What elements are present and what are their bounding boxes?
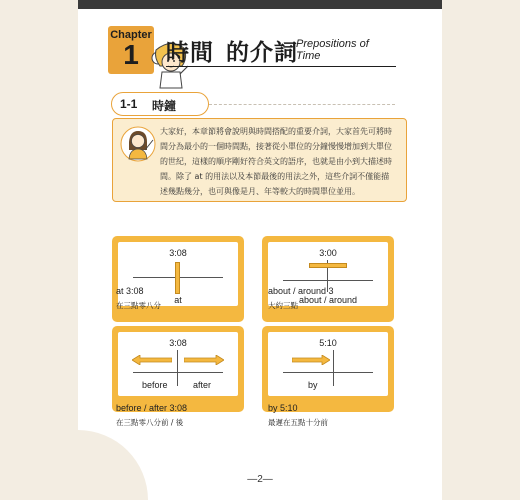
diagram-time: 5:10: [319, 338, 337, 348]
section-number: 1-1: [120, 97, 138, 111]
diagram-label-by: by: [308, 380, 318, 390]
diagram-label-after: after: [193, 380, 212, 390]
title-en-line1: Prepositions of: [296, 38, 369, 50]
diagram-label: about / around: [298, 295, 358, 305]
intro-line: 間分為最小的一個時間點，接著從小單位的分鐘慢慢增加到大單位: [160, 142, 392, 151]
timeline-axis: [283, 372, 373, 373]
caption-english: about / around 3: [268, 286, 334, 296]
diagram-time: 3:08: [169, 338, 187, 348]
title-underline: [166, 66, 396, 67]
intro-line: 述幾點幾分，也可與像是月、年等較大的時間單位並用。: [160, 187, 360, 196]
caption-chinese: 大約三點: [268, 301, 298, 310]
intro-line: 大家好，本章節將會說明與時間搭配的重要介詞，大家首先可將時: [160, 127, 392, 136]
card-by: [262, 326, 394, 412]
timeline-axis: [133, 372, 223, 373]
caption-english: by 5:10: [268, 403, 298, 413]
card-diagram: [118, 332, 238, 396]
card-caption-at: [116, 286, 248, 311]
diagram-time: 3:00: [319, 248, 337, 258]
section-header: [111, 92, 209, 116]
page-top-bar: [78, 0, 442, 9]
diagram-time: 3:08: [169, 248, 187, 258]
title-en-line2: Time: [296, 50, 321, 62]
card-before-after: [112, 326, 244, 412]
intro-text: [160, 124, 396, 199]
card-caption-before-after: [116, 403, 248, 428]
page-number: —2—: [247, 474, 273, 485]
chapter-title-part1: 時間: [166, 40, 214, 66]
caption-chinese: 在三點零八分: [116, 301, 161, 310]
intro-line: 間。除了 at 的用法以及本節最後的用法之外，這些介詞不僅能描: [160, 172, 390, 181]
caption-chinese: 最遲在五點十分前: [268, 418, 328, 427]
range-bar: [309, 263, 347, 268]
diagram-label-before: before: [142, 380, 168, 390]
timeline-tick: [333, 350, 334, 386]
caption-chinese: 在三點零八分前 / 後: [116, 418, 184, 427]
chapter-word: Chapter: [110, 29, 152, 41]
chapter-number: 1: [123, 39, 139, 70]
chapter-title-english: [296, 38, 369, 62]
section-dashed-line: [209, 104, 395, 105]
card-caption-by: [268, 403, 400, 428]
right-arrow-icon: [292, 355, 330, 365]
timeline-tick: [177, 350, 178, 386]
teacher-icon: [120, 126, 156, 162]
right-arrow-icon: [184, 355, 224, 365]
intro-line: 的世紀，這樣的順序剛好符合英文的語序，也就是由小到大描述時: [160, 157, 392, 166]
page-number-value: 2: [257, 474, 263, 485]
card-diagram: [268, 332, 388, 396]
chapter-title-part2: 的介詞: [226, 40, 298, 66]
section-title: 時鐘: [152, 99, 177, 113]
card-caption-about: [268, 286, 400, 311]
timeline-axis: [283, 280, 373, 281]
left-arrow-icon: [132, 355, 172, 365]
caption-english: before / after 3:08: [116, 403, 188, 413]
caption-english: at 3:08: [116, 286, 144, 296]
diagram-label: at: [174, 295, 182, 305]
